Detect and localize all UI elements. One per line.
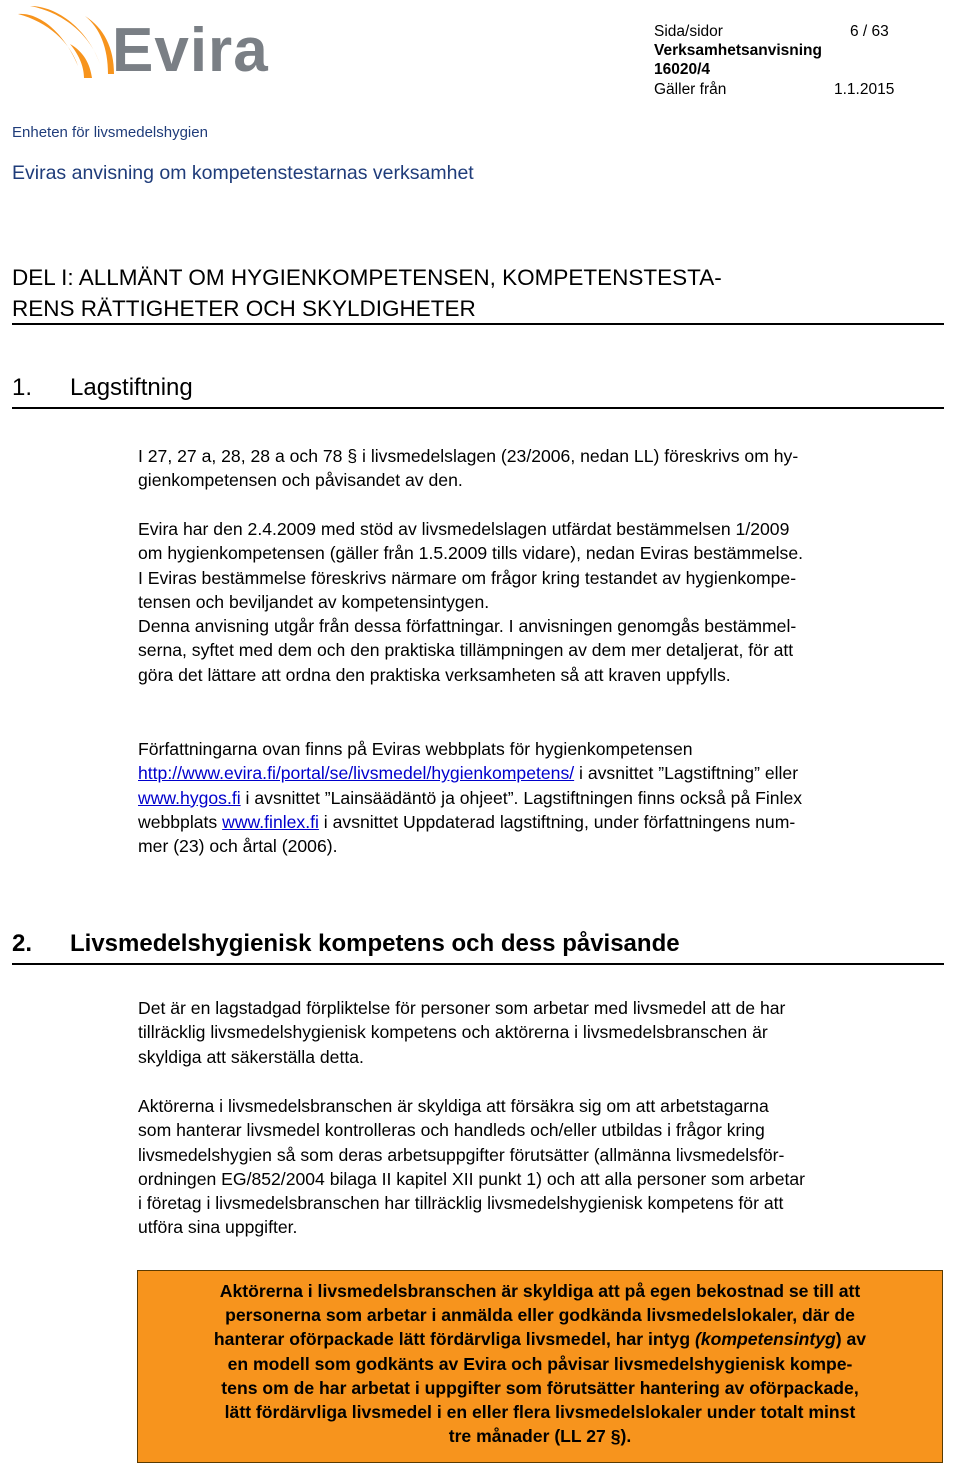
valid-from-date: 1.1.2015: [834, 81, 895, 98]
valid-from-label: Gäller från: [654, 81, 727, 98]
hygos-link[interactable]: www.hygos.fi: [138, 787, 241, 808]
part-title-line-1: DEL I: ALLMÄNT OM HYGIENKOMPETENSEN, KOMPETENSTESTA-: [12, 265, 722, 290]
paragraph-sign-icon: §: [610, 1426, 621, 1447]
section-1-para-1: I 27, 27 a, 28, 28 a och 78 § i livsmedelslagen (23/2006, nedan LL) föreskrivs om hy- gienkompetensen och påvisandet av den.: [138, 446, 799, 491]
section-1-divider: [12, 407, 944, 409]
evira-link[interactable]: http://www.evira.fi/portal/se/livsmedel/hygienkompetens/: [138, 763, 575, 784]
paragraph-sign-icon: §: [347, 446, 358, 466]
section-1-para-4: Författningarna ovan finns på Eviras webbplats för hygienkompetensen http://www.evira.fi/portal/se/livsmedel/hygienkompetens/ i avsnittet ”Lagstiftning” eller www.hygos.fi i avsnittet ”Lainsäädäntö ja ohjeet”. Lagstiftningen finns också på Finlex webbplats www.finlex.fi i avsnittet Uppdaterad lagstiftning, under författningens num- mer (23) och årtal (2006).: [138, 739, 803, 857]
section-2-para-1: Det är en lagstadgad förpliktelse för personer som arbetar med livsmedel att de har tillräcklig livsmedelshygienisk kompetens och aktörerna i livsmedelsbranschen är skyldiga att säkerställa detta.: [138, 998, 786, 1067]
doc-number: 16020/4: [654, 61, 711, 78]
part-title: [12, 262, 722, 324]
section-2-para-2: Aktörerna i livsmedelsbranschen är skyldiga att försäkra sig om att arbetstagarna som hanterar livsmedel kontrolleras och handleds och/eller utbildas i frågor kring livsmedelshygien så som deras arbetsuppgifter förutsätter (allmänna livsmedelsför- ordningen EG/852/2004 bilaga II kapitel XII punkt 1) och att alla personer som arbetar i företag i livsmedelsbranschen har tillräcklig livsmedelshygienisk kompetens för att utföra sina uppgifter.: [138, 1096, 806, 1238]
page-number: 6 / 63: [850, 23, 889, 40]
doc-type: Verksamhetsanvisning: [654, 42, 822, 59]
part-divider: [12, 323, 944, 325]
section-1-number: 1.: [12, 374, 33, 401]
finlex-link[interactable]: www.finlex.fi: [222, 811, 319, 832]
unit-name: Enheten för livsmedelshygien: [12, 124, 208, 141]
part-title-line-2: RENS RÄTTIGHETER OCH SKYLDIGHETER: [12, 296, 476, 321]
section-1-para-2: Evira har den 2.4.2009 med stöd av livsmedelslagen utfärdat bestämmelsen 1/2009 om hygienkompetensen (gäller från 1.5.2009 tills vidare), nedan Eviras bestämmelse. I Eviras bestämmelse föreskrivs närmare om frågor kring testandet av hygienkompe- tensen och beviljandet av kompetensintygen.: [138, 519, 803, 612]
section-2-divider: [12, 963, 944, 965]
section-2-number: 2.: [12, 930, 33, 957]
section-2-title: Livsmedelshygienisk kompetens och dess påvisande: [70, 930, 680, 957]
section-1-para-3: Denna anvisning utgår från dessa författningar. I anvisningen genomgås bestämmel- serna, syftet med dem och den praktiska tillämpningen av dem mer detaljerat, för att göra det lättare att ordna den praktiska verksamheten så att kraven uppfylls.: [138, 616, 797, 685]
page-label: Sida/sidor: [654, 23, 723, 40]
doc-title: Eviras anvisning om kompetenstestarnas verksamhet: [12, 162, 474, 184]
highlight-box: Aktörerna i livsmedelsbranschen är skyldiga att på egen bekostnad se till att personerna som arbetar i anmälda eller godkända livsmedelslokaler, där de hanterar oförpackade lätt fördärvliga livsmedel, har intyg (kompetensintyg) av en modell som godkänts av Evira och påvisar livsmedelshygienisk kompe- tens om de har arbetat i uppgifter som förutsätter hantering av oförpackade, lätt fördärvliga livsmedel i en eller flera livsmedelslokaler under totalt minst tre månader (LL 27 §).: [137, 1270, 943, 1463]
section-1-title: Lagstiftning: [70, 374, 193, 401]
evira-logo-text: Evira: [112, 16, 269, 85]
